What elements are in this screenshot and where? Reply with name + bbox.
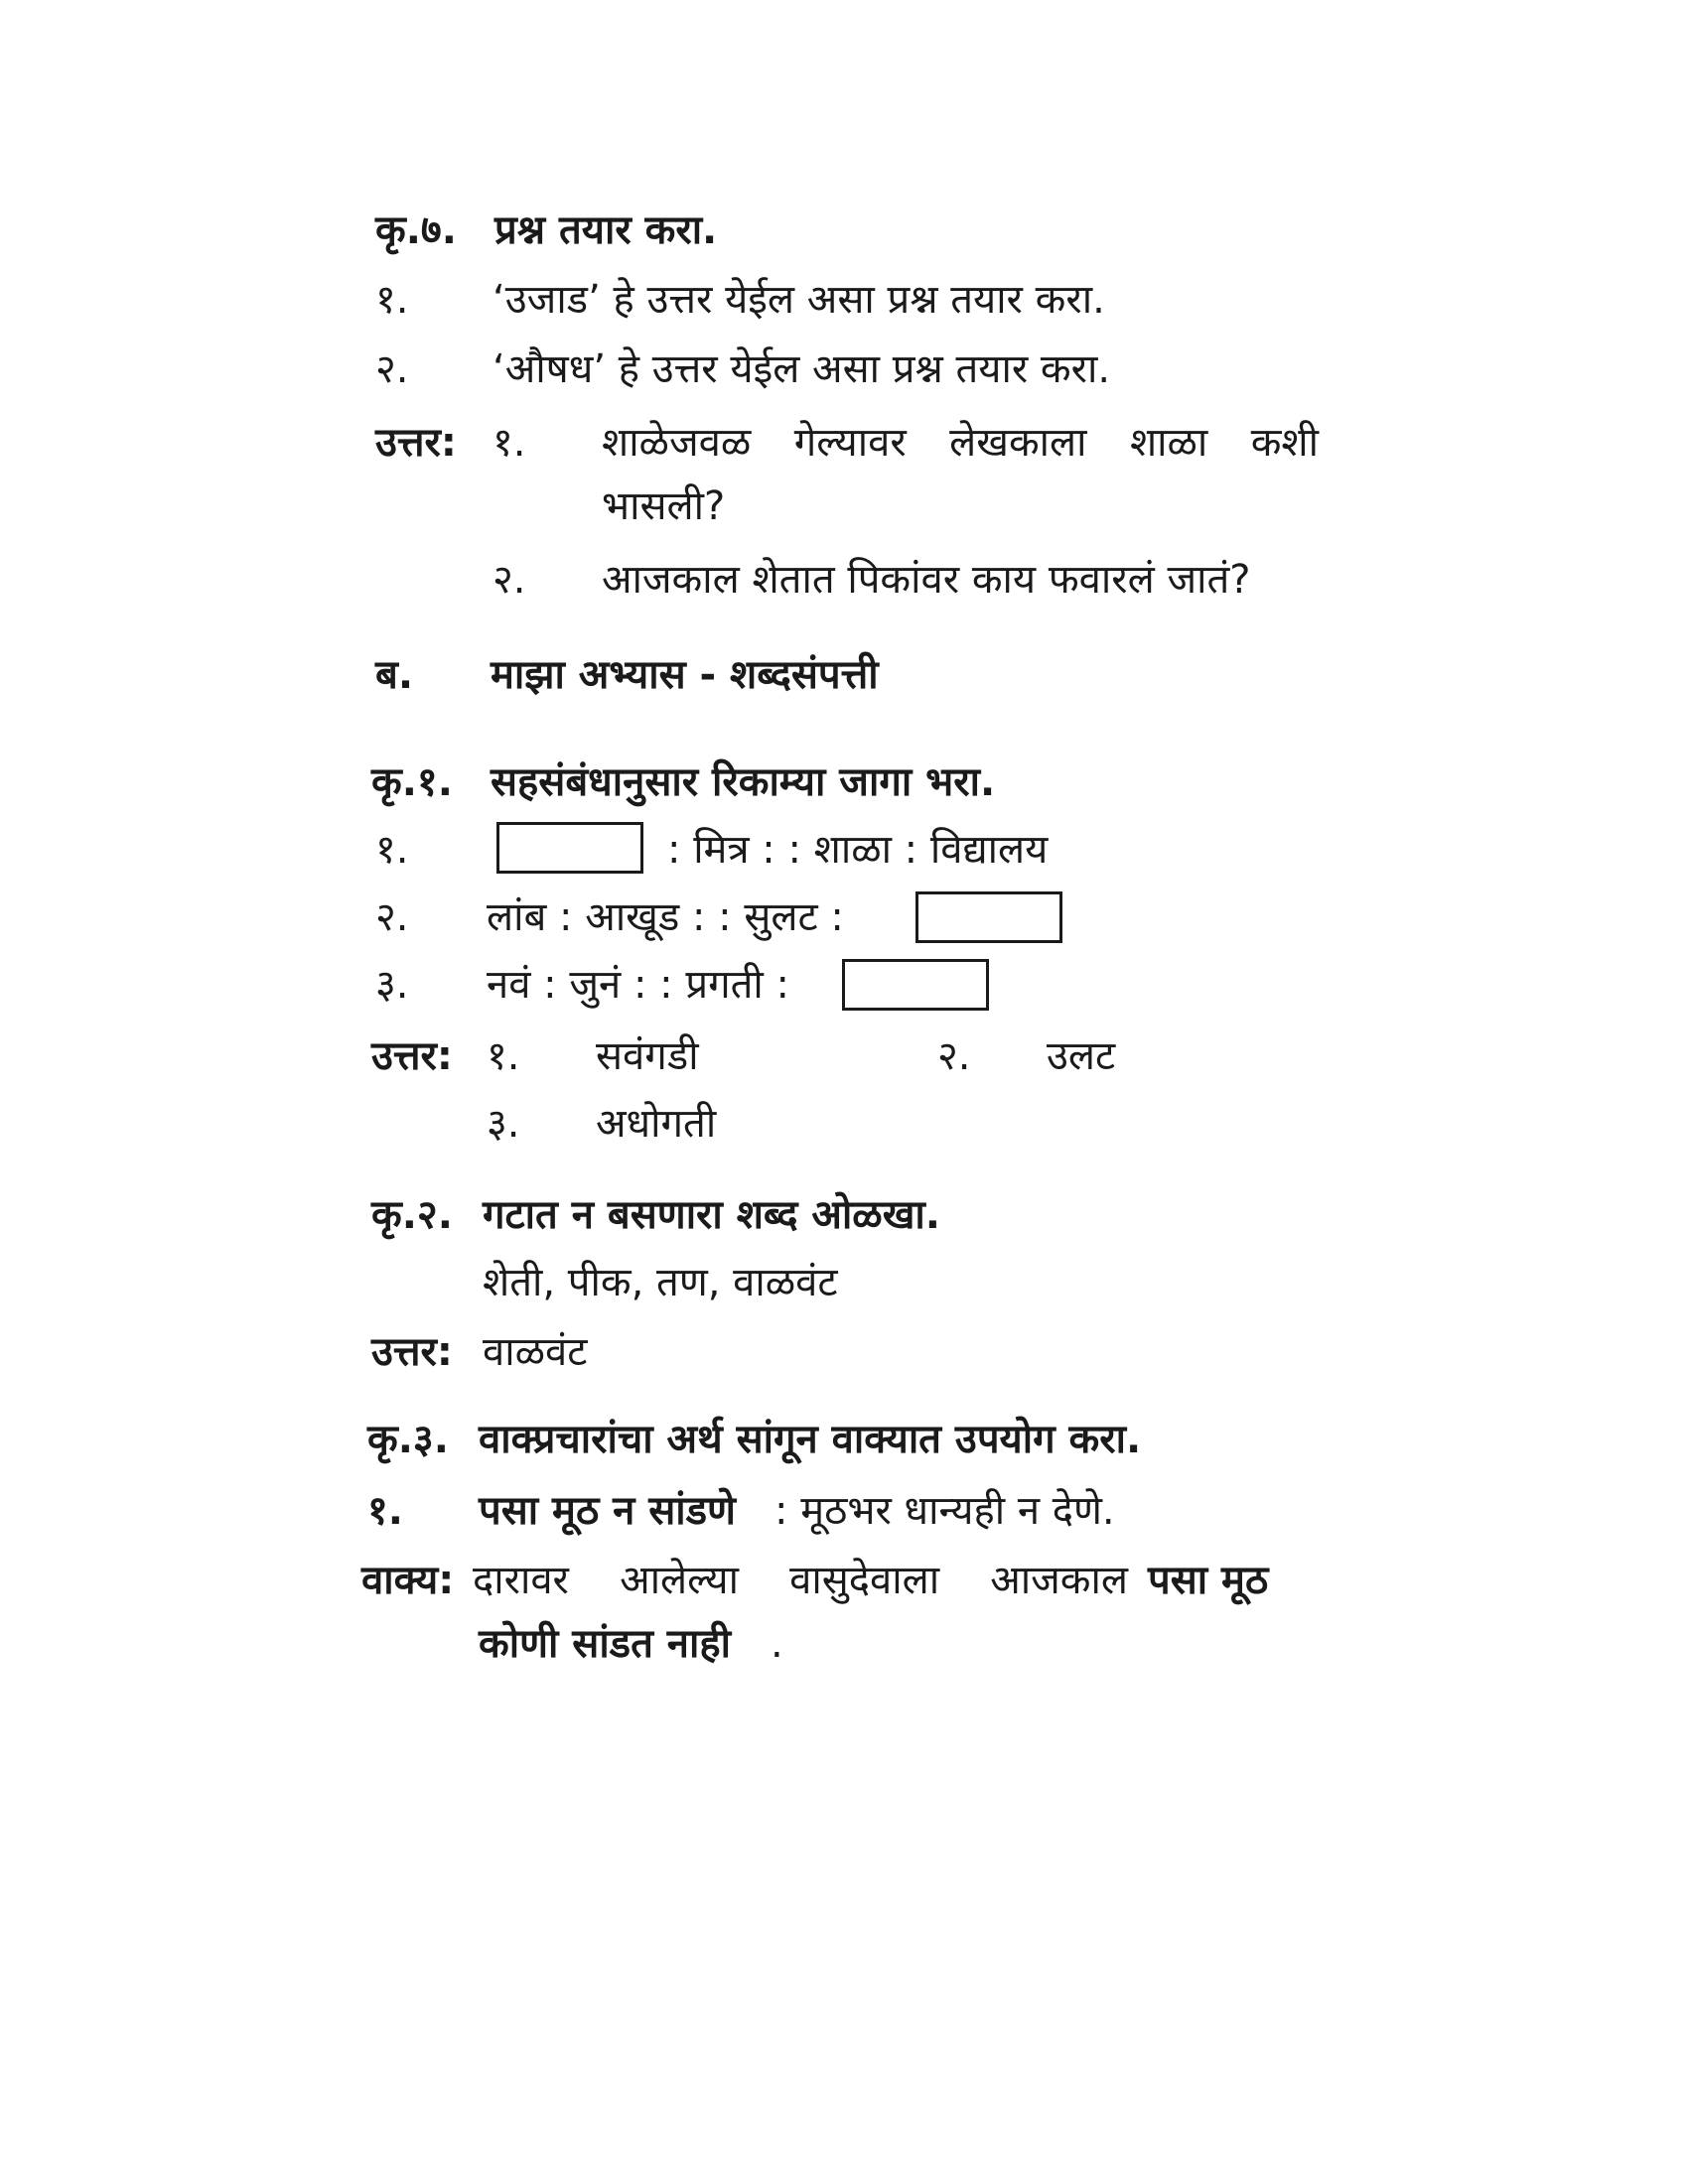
q7-answer-label: उत्तर: — [375, 420, 457, 466]
q1-answer-1-num: १. — [487, 1033, 520, 1079]
q7-answer-1-line2: भासली? — [602, 483, 726, 529]
q1-item-3-num: ३. — [375, 962, 409, 1008]
q1-item-2-num: २. — [375, 894, 409, 940]
q1-item-3-text: नवं : जुनं : : प्रगती : — [487, 962, 789, 1008]
q7-answer-1-num: १. — [492, 420, 526, 466]
q1-item-2-blank-box — [915, 891, 1062, 943]
q7-item-1-text: ‘उजाड’ हे उत्तर येईल असा प्रश्न तयार करा. — [492, 277, 1105, 323]
q3-sentence-end: . — [771, 1621, 783, 1667]
q3-title: वाक्प्रचारांचा अर्थ सांगून वाक्यात उपयोग करा. — [479, 1417, 1142, 1462]
q1-answer-3-text: अधोगती — [596, 1101, 717, 1147]
q3-item-num: १. — [367, 1488, 403, 1534]
q1-answer-2-num: २. — [937, 1033, 971, 1079]
q1-answer-2-text: उलट — [1047, 1033, 1116, 1079]
q7-title: प्रश्न तयार करा. — [494, 207, 718, 253]
q1-answer-1-text: सवंगडी — [596, 1033, 699, 1079]
q2-label: कृ.२. — [371, 1192, 453, 1238]
q1-label: कृ.१. — [371, 759, 453, 805]
q1-item-1-text: : मित्र : : शाळा : विद्यालय — [667, 827, 1049, 873]
q3-sentence-bold1: पसा मूठ — [1148, 1558, 1269, 1603]
q3-label: कृ.३. — [367, 1417, 449, 1462]
q1-answer-label: उत्तर: — [371, 1033, 453, 1079]
q7-item-2-num: २. — [375, 346, 409, 392]
q7-item-2-text: ‘औषध’ हे उत्तर येईल असा प्रश्न तयार करा. — [492, 346, 1111, 392]
q7-answer-2-num: २. — [492, 557, 526, 603]
q2-answer-label: उत्तर: — [371, 1329, 453, 1375]
q7-answer-1-line1: शाळेजवळ गेल्यावर लेखकाला शाळा कशी — [602, 420, 1319, 466]
q1-answer-3-num: ३. — [487, 1101, 520, 1147]
q1-title: सहसंबंधानुसार रिकाम्या जागा भरा. — [491, 759, 996, 805]
q2-answer: वाळवंट — [483, 1329, 588, 1375]
q1-item-3-blank-box — [842, 959, 989, 1011]
q1-item-1-blank-box — [496, 822, 643, 874]
q3-phrase: पसा मूठ न सांडणे — [479, 1488, 736, 1534]
section-b-label: ब. — [375, 652, 414, 698]
q1-item-2-text: लांब : आखूड : : सुलट : — [487, 894, 844, 940]
q7-answer-2-text: आजकाल शेतात पिकांवर काय फवारलं जातं? — [602, 557, 1251, 603]
q2-words: शेती, पीक, तण, वाळवंट — [483, 1260, 838, 1305]
q1-item-1-num: १. — [375, 827, 409, 873]
q3-sentence-line2: कोणी सांडत नाही — [479, 1621, 731, 1667]
q3-meaning: : मूठभर धान्यही न देणे. — [774, 1488, 1115, 1534]
q7-item-1-num: १. — [375, 277, 409, 323]
q7-label: कृ.७. — [375, 207, 457, 253]
q3-sentence-line1: दारावर आलेल्या वासुदेवाला आजकाल — [473, 1558, 1128, 1603]
section-b-title: माझा अभ्यास - शब्दसंपत्ती — [491, 652, 879, 698]
q3-sentence-label: वाक्य: — [361, 1558, 455, 1603]
q2-title: गटात न बसणारा शब्द ओळखा. — [483, 1192, 940, 1238]
